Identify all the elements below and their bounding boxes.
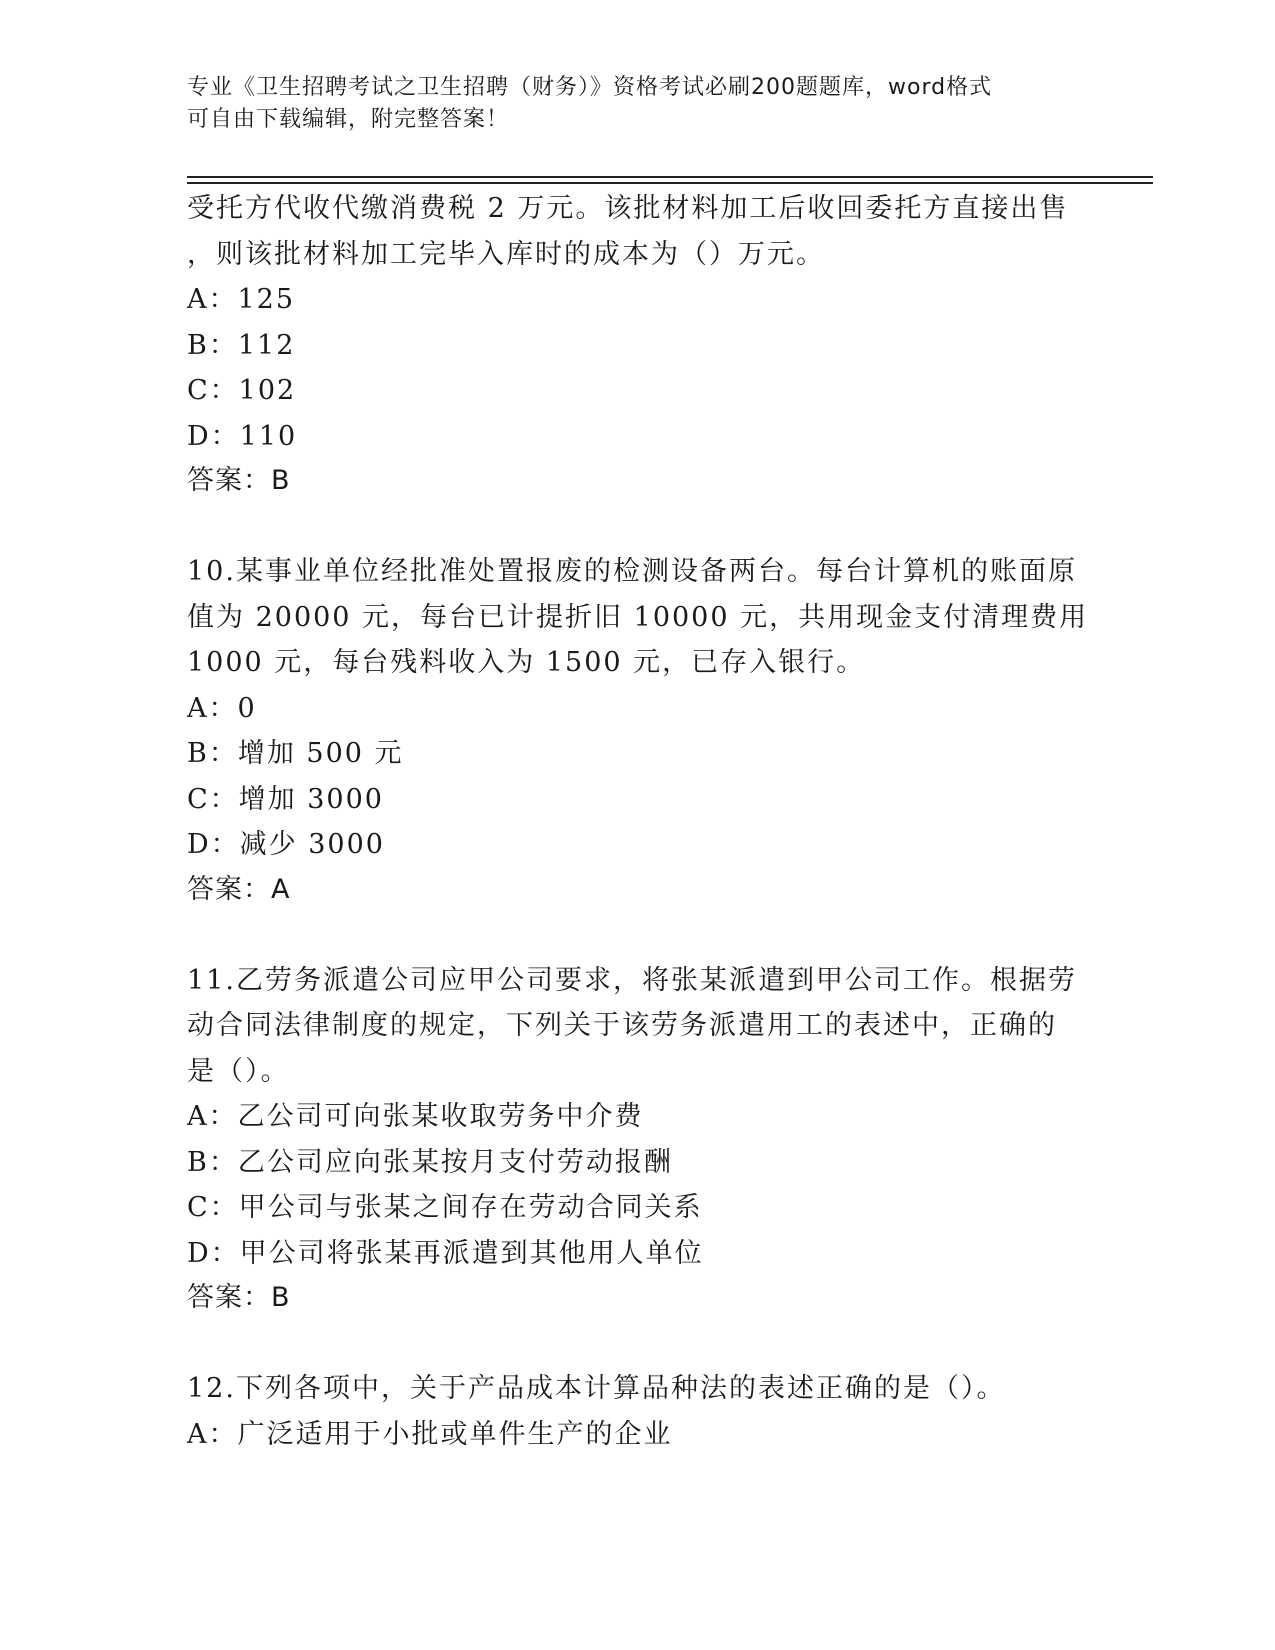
question-block-9: [187, 186, 1087, 503]
document-header: [187, 72, 1087, 136]
question-stem-line: 1000 元，每台残料收入为 1500 元，已存入银行。: [187, 647, 866, 678]
header-line-1: 专业《卫生招聘考试之卫生招聘（财务）》资格考试必刷200题题库，word格式: [187, 75, 993, 100]
option-c: C：甲公司与张某之间存在劳动合同关系: [187, 1192, 703, 1223]
question-list: [187, 186, 1087, 1457]
question-stem-line: 值为 20000 元，每台已计提折旧 10000 元，共用现金支付清理费用: [187, 601, 1089, 633]
option-b: B：112: [187, 329, 296, 361]
option-d: D：110: [187, 420, 298, 452]
question-stem-line: 12.下列各项中，关于产品成本计算品种法的表述正确的是（）。: [187, 1373, 1006, 1404]
option-a: A：125: [187, 284, 296, 315]
question-spacer: [187, 1320, 1087, 1366]
answer-line: 答案：B: [187, 1282, 291, 1313]
question-stem-line: 受托方代收代缴消费税 2 万元。该批材料加工后收回委托方直接出售: [187, 193, 1069, 224]
question-stem-line: ，则该批材料加工完毕入库时的成本为（）万元。: [187, 238, 825, 270]
option-a: A：乙公司可向张某收取劳务中介费: [187, 1101, 644, 1132]
header-divider-bottom: [187, 182, 1153, 184]
header-divider-top: [187, 176, 1153, 178]
option-b: B：增加 500 元: [187, 738, 404, 769]
question-spacer: [187, 912, 1087, 958]
option-d: D：减少 3000: [187, 829, 385, 860]
option-d: D：甲公司将张某再派遣到其他用人单位: [187, 1237, 704, 1269]
option-a: A：0: [187, 692, 257, 724]
header-line-2: 可自由下载编辑，附完整答案！: [187, 107, 510, 132]
question-block-11: [187, 958, 1087, 1321]
question-block-12: [187, 1366, 1087, 1457]
option-c: C：增加 3000: [187, 783, 384, 815]
option-a: A：广泛适用于小批或单件生产的企业: [187, 1418, 673, 1450]
answer-line: 答案：A: [187, 873, 291, 905]
question-stem-line: 动合同法律制度的规定，下列关于该劳务派遣用工的表述中，正确的: [187, 1010, 1057, 1041]
question-stem-line: 10.某事业单位经批准处置报废的检测设备两台。每台计算机的账面原: [187, 556, 1077, 587]
option-c: C：102: [187, 375, 297, 406]
question-stem-line: 11.乙劳务派遣公司应甲公司要求，将张某派遣到甲公司工作。根据劳: [187, 964, 1077, 996]
question-block-10: [187, 549, 1087, 912]
question-stem-line: 是（）。: [187, 1055, 290, 1087]
option-b: B：乙公司应向张某按月支付劳动报酬: [187, 1146, 673, 1178]
question-spacer: [187, 503, 1087, 549]
answer-line: 答案：B: [187, 465, 291, 496]
